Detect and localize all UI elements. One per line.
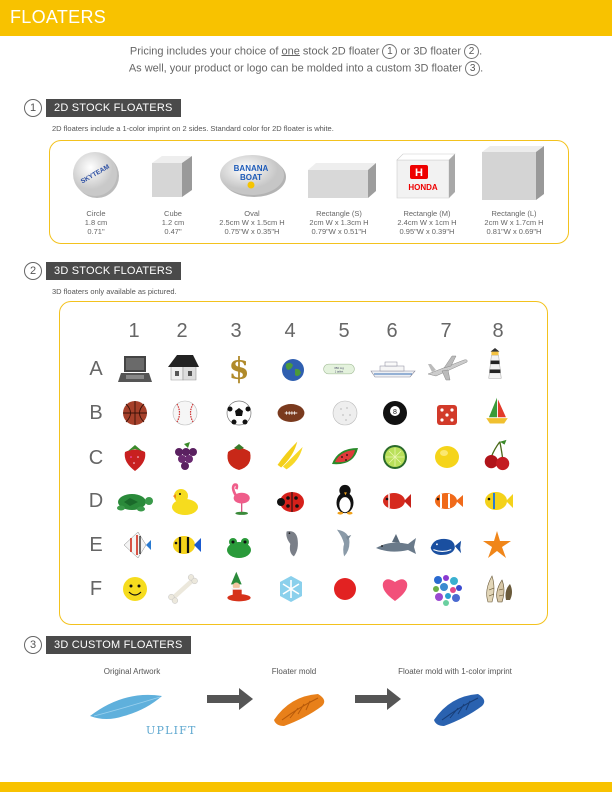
whale-floater — [428, 530, 462, 564]
heart-floater — [378, 572, 412, 606]
eight-ball-floater — [378, 396, 412, 430]
rectangle-l-floater — [480, 144, 546, 202]
svg-text:$: $ — [228, 352, 250, 384]
gnome-floater — [222, 570, 256, 604]
frog-floater — [222, 530, 256, 564]
honda-logo-text: HONDA — [408, 183, 438, 192]
footer-bar — [0, 782, 612, 792]
circled-number-3: 3 — [465, 61, 480, 76]
floater-size-metric: 2cm W x 1.7cm H — [484, 218, 544, 227]
sailboat-floater — [480, 394, 514, 428]
red-fish-floater — [378, 484, 412, 518]
ladybug-floater — [274, 484, 308, 518]
starfish-floater — [480, 528, 514, 562]
svg-text:H: H — [415, 167, 423, 179]
lime-slice-floater — [378, 440, 412, 474]
football-floater — [274, 396, 308, 430]
section-3-number: 3 — [24, 636, 42, 654]
row-letter: B — [89, 402, 103, 424]
floater-size-metric: 1.2 cm — [161, 218, 185, 227]
soccer-ball-floater — [222, 396, 256, 430]
row-letter: A — [89, 358, 103, 380]
caption-floater-mold-imprint: Floater mold with 1-color imprint — [398, 667, 512, 676]
column-number: 8 — [492, 320, 504, 342]
penguin-floater — [328, 482, 362, 516]
seal-floater — [276, 526, 310, 560]
caption-original-artwork: Original Artwork — [103, 667, 161, 676]
feather-artwork-icon — [84, 688, 204, 740]
yellow-fish-floater — [480, 484, 514, 518]
uplift-text: UPLIFT — [146, 724, 197, 737]
confetti-cluster-floater — [428, 570, 466, 608]
dice-floater — [430, 398, 464, 432]
rectangle-m-floater — [395, 152, 457, 200]
circled-number-1: 1 — [382, 44, 397, 59]
svg-text:8: 8 — [393, 409, 397, 416]
column-number: 1 — [128, 320, 140, 342]
row-letter: E — [89, 534, 103, 556]
floater-caption-rectangle-l — [469, 209, 559, 236]
cherries-floater — [480, 438, 514, 472]
row-letter: D — [88, 490, 104, 512]
floater-size-imperial: 0.81"W x 0.69"H — [486, 227, 542, 236]
section-3-label: 3D CUSTOM FLOATERS — [46, 636, 191, 654]
pill-text-2: 1 tablet — [334, 370, 344, 374]
snowflake-floater — [274, 572, 308, 606]
lighthouse-floater — [478, 348, 512, 382]
column-number: 3 — [230, 320, 242, 342]
circled-number-2: 2 — [464, 44, 479, 59]
intro-text: . — [479, 45, 483, 58]
column-number: 6 — [386, 320, 398, 342]
dolphin-floater — [328, 526, 362, 560]
basketball-floater — [118, 396, 152, 430]
baseball-floater — [168, 396, 202, 430]
dollar-sign-floater — [222, 350, 256, 384]
intro-line-2 — [0, 61, 612, 76]
dog-bone-floater — [166, 572, 200, 606]
floater-size-metric: 1.8 cm — [84, 218, 108, 227]
blue-feather-mold-icon — [430, 690, 492, 732]
logo-text-2: BOAT — [239, 173, 263, 182]
tropical-fish-floater — [168, 528, 202, 562]
column-number: 5 — [338, 320, 350, 342]
intro-text: . — [480, 62, 484, 75]
page-title: FLOATERS — [10, 7, 107, 27]
intro-one: one — [281, 45, 300, 58]
grapes-floater — [168, 440, 202, 474]
red-ball-floater — [328, 572, 362, 606]
section-2-label: 3D STOCK FLOATERS — [46, 262, 181, 280]
smiley-face-floater — [118, 572, 152, 606]
floater-size-imperial: 0.47" — [164, 227, 182, 236]
cube-floater — [150, 155, 196, 201]
flamingo-floater — [222, 482, 256, 516]
laptop-floater — [118, 352, 152, 386]
floater-size-metric: 2.5cm W x 1.5cm H — [219, 218, 285, 227]
section-2-number: 2 — [24, 262, 42, 280]
seashells-floater — [480, 570, 516, 606]
row-letter: F — [89, 578, 103, 600]
strawberry-floater — [118, 440, 152, 474]
column-number: 7 — [440, 320, 452, 342]
floater-name: Rectangle (L) — [491, 209, 537, 218]
intro-text: Pricing includes your choice of — [129, 45, 282, 58]
floater-size-imperial: 0.71" — [87, 227, 105, 236]
clownfish-floater — [430, 484, 464, 518]
header-bar — [0, 0, 612, 36]
lemon-floater — [430, 440, 464, 474]
floater-name: Oval — [244, 209, 260, 218]
logo-text-1: BANANA — [233, 164, 269, 173]
section-1-label: 2D STOCK FLOATERS — [46, 99, 181, 117]
floater-caption-oval — [207, 209, 297, 236]
floater-size-imperial: 0.79"W x 0.51"H — [311, 227, 367, 236]
floater-caption-rectangle-m — [382, 209, 472, 236]
globe-floater — [276, 353, 310, 387]
golf-ball-floater — [328, 396, 362, 430]
floater-name: Rectangle (S) — [316, 209, 362, 218]
caption-floater-mold: Floater mold — [271, 667, 317, 676]
floater-caption-cube — [128, 209, 218, 236]
orange-feather-mold-icon — [270, 690, 332, 732]
intro-text: As well, your product or logo can be molded into a custom 3D floater — [128, 62, 466, 75]
intro-text: or 3D floater — [397, 45, 465, 58]
intro-line-1 — [0, 44, 612, 59]
arrow-right-icon — [207, 688, 255, 710]
skyteam-logo-text: SKYTEAM — [79, 163, 111, 186]
floater-caption-rectangle-s — [294, 209, 384, 236]
watermelon-floater — [328, 440, 362, 474]
column-number: 4 — [284, 320, 296, 342]
shark-floater — [374, 530, 418, 564]
arrow-right-icon — [355, 688, 403, 710]
oval-floater — [219, 153, 287, 199]
turtle-floater — [112, 484, 156, 518]
floater-name: Circle — [86, 209, 106, 218]
floater-size-imperial: 0.95"W x 0.39"H — [399, 227, 455, 236]
column-number: 2 — [176, 320, 188, 342]
circle-floater — [72, 150, 122, 200]
angelfish-floater — [118, 528, 152, 562]
intro-text: stock 2D floater — [299, 45, 383, 58]
section-1-note: 2D floaters include a 1-color imprint on 2 sides. Standard color for 2D floater is white. — [52, 124, 334, 133]
section-2-note: 3D floaters only available as pictured. — [52, 287, 177, 296]
airplane-floater — [424, 350, 470, 384]
pill-text-1: 350 mg — [334, 366, 344, 370]
cruise-ship-floater — [370, 352, 416, 386]
rectangle-s-floater — [306, 160, 378, 200]
bananas-floater — [274, 438, 308, 472]
rubber-duck-floater — [168, 484, 202, 518]
house-floater — [166, 350, 200, 384]
floater-name: Cube — [164, 209, 182, 218]
pill-floater — [322, 352, 356, 386]
section-1-number: 1 — [24, 99, 42, 117]
row-letter: C — [88, 447, 104, 469]
floater-name: Rectangle (M) — [403, 209, 451, 218]
floater-size-metric: 2.4cm W x 1cm H — [397, 218, 457, 227]
floater-size-imperial: 0.75"W x 0.35"H — [224, 227, 280, 236]
tomato-floater — [222, 440, 256, 474]
floater-size-metric: 2cm W x 1.3cm H — [309, 218, 369, 227]
